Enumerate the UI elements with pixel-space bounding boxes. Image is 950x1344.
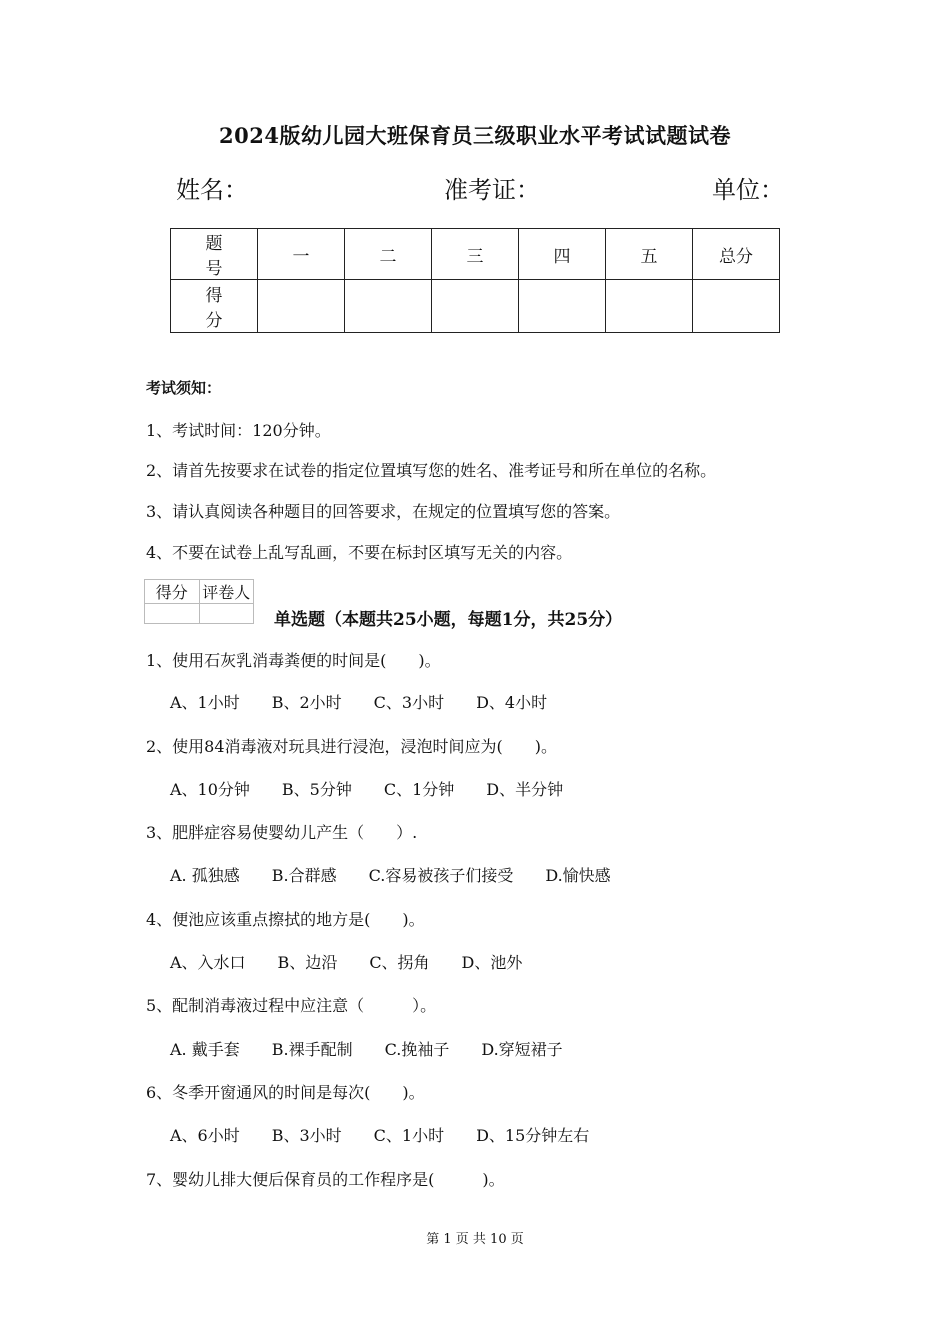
grader-name-cell[interactable] [199, 604, 254, 624]
question-text: 4、便池应该重点擦拭的地方是( )。 [146, 910, 425, 929]
notice-item: 3、请认真阅读各种题目的回答要求，在规定的位置填写您的答案。 [146, 502, 621, 521]
notice-heading: 考试须知： [146, 379, 222, 397]
score-cell-2[interactable] [345, 280, 432, 333]
page-footer: 第 1 页 共 10 页 [426, 1232, 524, 1247]
section-title: 单选题（本题共25小题，每题1分，共25分） [274, 610, 623, 630]
score-cell-3[interactable] [432, 280, 519, 333]
score-cell-4[interactable] [519, 280, 606, 333]
question-text: 7、婴幼儿排大便后保育员的工作程序是( )。 [146, 1170, 505, 1189]
question-options: A、6小时 B、3小时 C、1小时 D、15分钟左右 [170, 1126, 590, 1145]
exam-id-label: 准考证： [444, 176, 540, 204]
grader-score-cell[interactable] [145, 604, 200, 624]
question-text: 2、使用84消毒液对玩具进行浸泡，浸泡时间应为( )。 [146, 737, 558, 756]
grader-score-label: 得分 [145, 580, 200, 604]
score-cell-5[interactable] [606, 280, 693, 333]
page-title: 2024版幼儿园大班保育员三级职业水平考试试题试卷 [219, 123, 731, 148]
section-4-header: 四 [519, 229, 606, 280]
question-text: 3、肥胖症容易使婴幼儿产生（ ）. [146, 823, 418, 842]
section-1-header: 一 [258, 229, 345, 280]
question-text: 5、配制消毒液过程中应注意（ ）。 [146, 996, 437, 1015]
question-options: A、1小时 B、2小时 C、3小时 D、4小时 [170, 693, 548, 712]
section-2-header: 二 [345, 229, 432, 280]
question-options: A、10分钟 B、5分钟 C、1分钟 D、半分钟 [170, 780, 564, 799]
name-label: 姓名： [176, 176, 248, 204]
score-row-label: 得 分 [171, 280, 258, 333]
grader-name-label: 评卷人 [199, 580, 254, 604]
score-table-score-row [171, 280, 780, 333]
section-3-header: 三 [432, 229, 519, 280]
notice-item: 1、考试时间：120分钟。 [146, 421, 331, 440]
notice-item: 2、请首先按要求在试卷的指定位置填写您的姓名、准考证号和所在单位的名称。 [146, 461, 717, 480]
unit-label: 单位： [712, 176, 784, 204]
score-cell-total[interactable] [693, 280, 780, 333]
score-table-header-row [171, 229, 780, 280]
notice-item: 4、不要在试卷上乱写乱画，不要在标封区填写无关的内容。 [146, 543, 573, 562]
section-5-header: 五 [606, 229, 693, 280]
question-options: A. 孤独感 B.合群感 C.容易被孩子们接受 D.愉快感 [170, 866, 611, 885]
question-number-header: 题 号 [171, 229, 258, 280]
score-table [170, 228, 780, 333]
question-text: 6、冬季开窗通风的时间是每次( )。 [146, 1083, 425, 1102]
grader-table [144, 579, 254, 624]
total-header: 总分 [693, 229, 780, 280]
question-options: A. 戴手套 B.裸手配制 C.挽袖子 D.穿短裙子 [170, 1040, 563, 1059]
question-text: 1、使用石灰乳消毒粪便的时间是( )。 [146, 651, 441, 670]
question-options: A、入水口 B、边沿 C、拐角 D、池外 [170, 953, 523, 972]
